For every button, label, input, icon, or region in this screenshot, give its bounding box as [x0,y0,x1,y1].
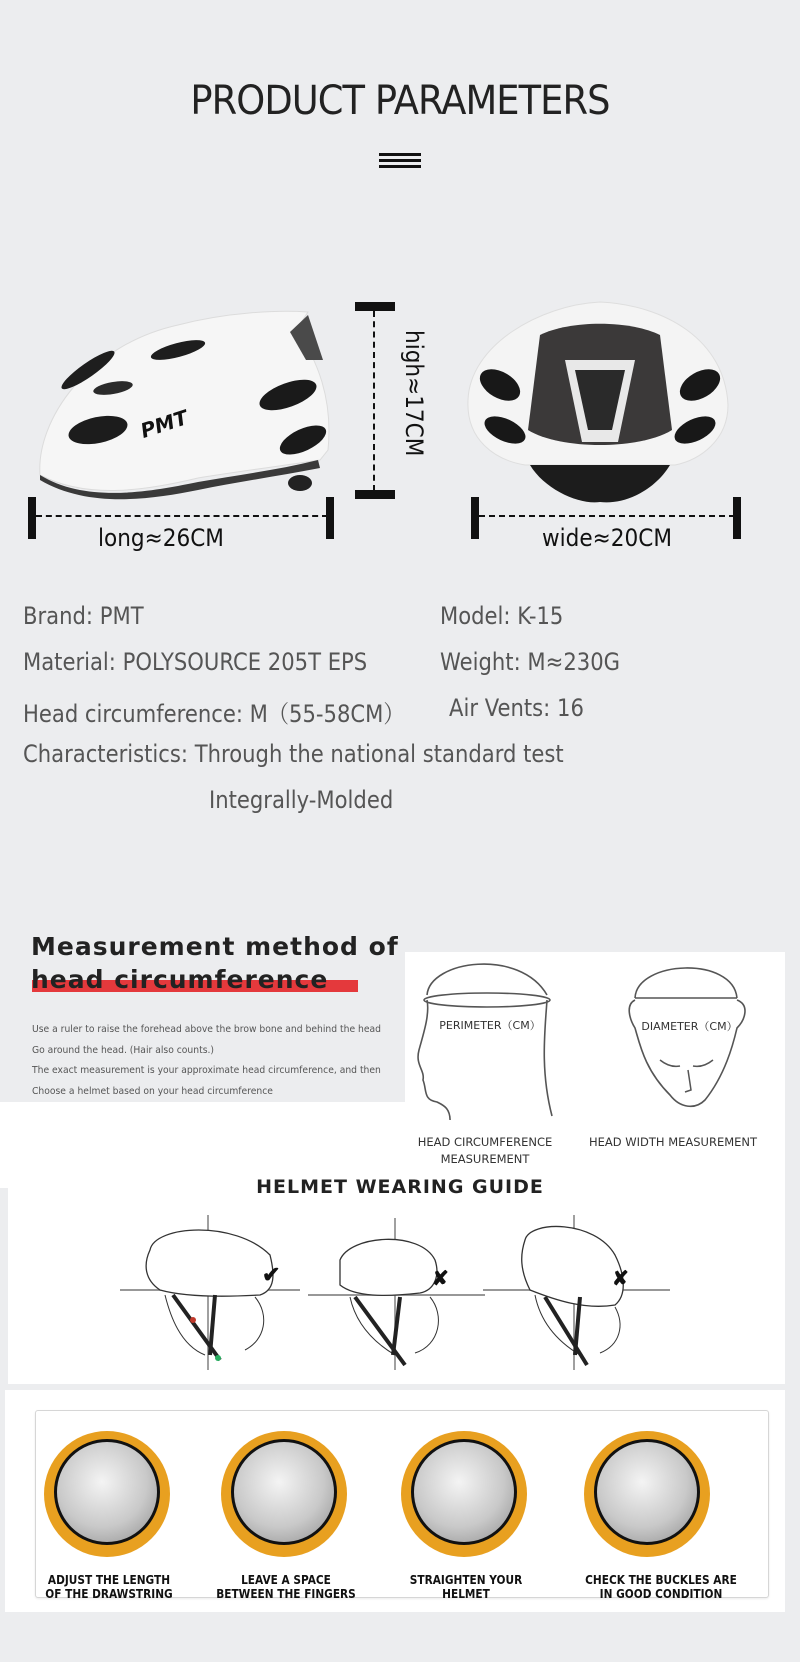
tip-ring [44,1431,170,1557]
check-buckles-illustration [594,1439,700,1545]
page-title: PRODUCT PARAMETERS [190,78,610,124]
tip-ring [221,1431,347,1557]
width-marker-right [733,497,741,539]
measurement-title: Measurement method of head circumference [31,932,399,994]
diameter-label: DIAMETER（CM） [641,1020,738,1033]
param-brand: Brand: PMT [23,602,144,630]
param-characteristics: Characteristics: Through the national standard test [23,740,564,768]
head-width-caption: HEAD WIDTH MEASUREMENT [588,1135,758,1149]
straighten-helmet-illustration [411,1439,517,1545]
width-marker-left [471,497,479,539]
correct-check-icon: ✔ [262,1262,281,1287]
helmet-logo: PMT [137,405,191,443]
head-circumference-caption: HEAD CIRCUMFERENCE MEASUREMENT [417,1135,553,1166]
adjust-drawstring-illustration [54,1439,160,1545]
head-width-diagram [625,950,755,1125]
width-marker-line [479,515,735,517]
param-air-vents: Air Vents: 16 [449,694,584,722]
param-characteristics-2: Integrally-Molded [209,786,394,814]
height-marker-top [355,302,395,311]
length-marker-right [326,497,334,539]
helmet-side-image [28,300,338,510]
incorrect-cross-icon-2: ✘ [612,1268,629,1290]
tip-ring [401,1431,527,1557]
height-marker-line [373,311,375,491]
param-weight: Weight: M≈230G [440,648,621,676]
triple-line-icon [379,153,421,171]
helmet-tips-frame: ADJUST THE LENGTH OF THE DRAWSTRING LEAVE A SPACE BETWEEN THE FINGERS STRAIGHTEN YOUR HELMET CHECK THE BUCKLES ARE IN GOOD CONDITION [35,1410,769,1598]
height-label: high≈17CM [400,330,428,457]
perimeter-label: PERIMETER（CM） [439,1019,541,1032]
tip-ring [584,1431,710,1557]
param-head-circumference: Head circumference: M（55-58CM） [23,700,405,728]
width-label: wide≈20CM [542,524,672,552]
finger-space-illustration [231,1439,337,1545]
incorrect-cross-icon-1: ✘ [432,1268,449,1290]
param-material: Material: POLYSOURCE 205T EPS [23,648,368,676]
param-model: Model: K-15 [440,602,564,630]
length-marker-left [28,497,36,539]
wearing-guide-title: HELMET WEARING GUIDE [256,1176,544,1198]
helmet-back-image [460,290,740,505]
wearing-guide-illustrations [115,1215,695,1375]
head-circumference-diagram [415,950,565,1120]
height-marker-bottom [355,490,395,499]
measurement-description: Use a ruler to raise the forehead above the brow bone and behind the head Go around the head. (Hair also counts.) The exact measurement is your approximate head circumference, and then Choose a helmet based on your head circumference [32,1024,381,1097]
length-label: long≈26CM [98,524,224,552]
length-marker-line [36,515,328,517]
